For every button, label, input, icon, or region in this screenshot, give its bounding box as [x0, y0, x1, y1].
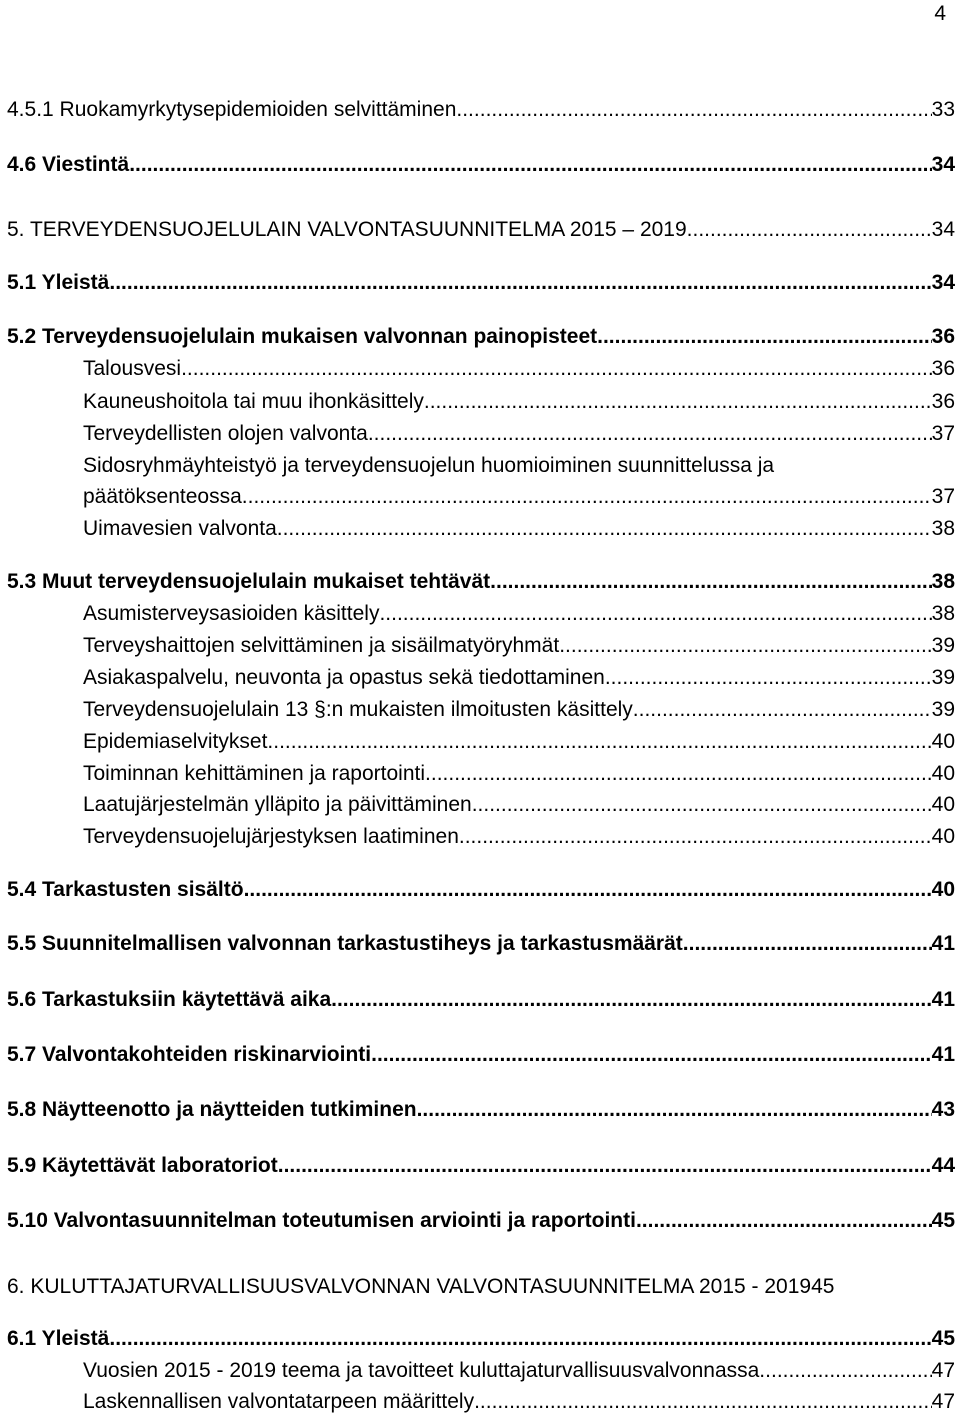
- toc-entry-page: 47: [931, 1390, 955, 1413]
- toc-entry[interactable]: [83, 761, 955, 787]
- toc-entry[interactable]: [7, 1274, 955, 1300]
- toc-entry-page: 36: [931, 390, 955, 413]
- toc-entry[interactable]: [7, 1153, 955, 1179]
- toc-entry-page: 38: [931, 570, 955, 593]
- toc-entry-title: Toiminnan kehittäminen ja raportointi: [83, 762, 426, 785]
- toc-entry-title: 6. KULUTTAJATURVALLISUUSVALVONNAN VALVONTASUUNNITELMA 2015 - 2019: [7, 1275, 812, 1298]
- toc-entry[interactable]: [83, 484, 955, 510]
- toc-entry[interactable]: [7, 97, 955, 123]
- toc-entry-title: 5.8 Näytteenotto ja näytteiden tutkiminen: [7, 1098, 417, 1121]
- toc-entry-page: 40: [931, 762, 955, 785]
- toc-leader: [424, 389, 932, 415]
- toc-entry[interactable]: [83, 633, 955, 659]
- toc-entry-page: 41: [931, 1043, 955, 1066]
- toc-leader: [765, 1358, 931, 1384]
- toc-entry-title: 5.6 Tarkastuksiin käytettävä aika: [7, 988, 332, 1011]
- toc-entry[interactable]: [83, 697, 955, 723]
- toc-leader: [559, 633, 931, 659]
- toc-entry-page: 45: [931, 1327, 955, 1350]
- toc-entry-title: Terveydensuojelujärjestyksen laatiminen: [83, 825, 459, 848]
- toc-entry-title: Terveydellisten olojen valvonta: [83, 422, 368, 445]
- toc-entry[interactable]: [83, 792, 955, 818]
- toc-entry-page: 45: [811, 1275, 835, 1298]
- toc-entry-title: 5.10 Valvontasuunnitelman toteutumisen arviointi ja raportointi: [7, 1209, 636, 1232]
- toc-entry-page: 41: [931, 988, 955, 1011]
- toc-entry-page: 40: [931, 878, 955, 901]
- toc-entry-title: Laatujärjestelmän ylläpito ja päivittäminen: [83, 793, 472, 816]
- toc-leader: [687, 217, 932, 243]
- toc-leader: [456, 97, 931, 123]
- toc-entry-title: 5.1 Yleistä: [7, 271, 110, 294]
- toc-entry-title: Kauneushoitola tai muu ihonkäsittely: [83, 390, 424, 413]
- toc-entry[interactable]: [83, 516, 955, 542]
- toc-leader: [109, 270, 931, 296]
- toc-entry-title: Talousvesi: [83, 357, 182, 380]
- toc-entry[interactable]: [83, 824, 955, 850]
- toc-entry-title: Vuosien 2015 - 2019 teema ja tavoitteet kuluttajaturvallisuusvalvonnassa.: [83, 1359, 766, 1382]
- toc-entry-title: Asumisterveysasioiden käsittely: [83, 602, 380, 625]
- toc-leader: [636, 1208, 932, 1234]
- toc-entry-page: 39: [931, 666, 955, 689]
- toc-entry[interactable]: [7, 324, 955, 350]
- toc-leader: [633, 697, 932, 723]
- toc-entry-title-line: Sidosryhmäyhteistyö ja terveydensuojelun huomioiminen suunnittelussa ja: [83, 454, 775, 477]
- toc-leader: [474, 1389, 932, 1415]
- toc-entry-page: 38: [931, 517, 955, 540]
- toc-leader: [181, 356, 932, 382]
- toc-entry-page: 34: [931, 153, 955, 176]
- toc-leader: [459, 824, 932, 850]
- toc-entry-page: 41: [931, 932, 955, 955]
- toc-entry[interactable]: [7, 152, 955, 178]
- toc-entry[interactable]: [83, 729, 955, 755]
- toc-entry-title: Terveydensuojelulain 13 §:n mukaisten ilmoitusten käsittely: [83, 698, 633, 721]
- toc-entry[interactable]: [7, 217, 955, 243]
- toc-entry-page: 37: [931, 485, 955, 508]
- toc-entry-title: 6.1 Yleistä: [7, 1327, 110, 1350]
- toc-entry-page: 43: [931, 1098, 955, 1121]
- toc-leader: [242, 484, 932, 510]
- toc-entry[interactable]: [7, 1097, 955, 1123]
- toc-entry-title: 5.7 Valvontakohteiden riskinarviointi: [7, 1043, 372, 1066]
- toc-entry-title: päätöksenteossa: [83, 485, 242, 508]
- toc-leader: [425, 761, 932, 787]
- toc-entry-page: 38: [931, 602, 955, 625]
- toc-entry-title: Laskennallisen valvontatarpeen määrittely: [83, 1390, 475, 1413]
- toc-leader: [109, 1326, 931, 1352]
- toc-leader: [597, 324, 932, 350]
- toc-entry[interactable]: [83, 356, 955, 382]
- toc-entry-title: Epidemiaselvitykset: [83, 730, 268, 753]
- toc-leader: [129, 152, 931, 178]
- toc-entry-page: 34: [931, 218, 955, 241]
- toc-leader: [417, 1097, 932, 1123]
- toc-entry[interactable]: [83, 1358, 955, 1384]
- toc-leader: [244, 877, 932, 903]
- toc-entry-page: 44: [931, 1154, 955, 1177]
- toc-entry-title: 4.6 Viestintä: [7, 153, 130, 176]
- toc-entry-page: 40: [931, 825, 955, 848]
- toc-entry[interactable]: [83, 389, 955, 415]
- toc-leader: [371, 1042, 932, 1068]
- toc-leader: [472, 792, 932, 818]
- toc-entry-page: 47: [931, 1359, 955, 1382]
- toc-entry-page: 37: [931, 422, 955, 445]
- toc-entry[interactable]: [83, 421, 955, 447]
- toc-leader: [379, 601, 931, 627]
- toc-leader: [267, 729, 931, 755]
- toc-entry-page: 36: [931, 325, 955, 348]
- toc-entry[interactable]: [7, 270, 955, 296]
- toc-leader: [490, 569, 931, 595]
- toc-entry-page: 40: [931, 730, 955, 753]
- toc-entry[interactable]: [7, 987, 955, 1013]
- toc-entry-title: 5.9 Käytettävät laboratoriot: [7, 1154, 278, 1177]
- toc-entry-title: Terveyshaittojen selvittäminen ja sisäilmatyöryhmät: [83, 634, 560, 657]
- toc-entry[interactable]: [83, 1389, 955, 1415]
- toc-entry-page: 39: [931, 698, 955, 721]
- toc-entry-title: 5.5 Suunnitelmallisen valvonnan tarkastustiheys ja tarkastusmäärät: [7, 932, 683, 955]
- toc-entry[interactable]: [7, 1208, 955, 1234]
- toc-entry[interactable]: [7, 569, 955, 595]
- toc-entry[interactable]: [7, 1042, 955, 1068]
- toc-entry-page: 36: [931, 357, 955, 380]
- toc-entry[interactable]: [83, 601, 955, 627]
- toc-leader: [683, 931, 932, 957]
- toc-entry-title: Asiakaspalvelu, neuvonta ja opastus sekä tiedottaminen.: [83, 666, 611, 689]
- toc-entry-title: 5. TERVEYDENSUOJELULAIN VALVONTASUUNNITELMA 2015 – 2019: [7, 218, 687, 241]
- toc-entry-title: 4.5.1 Ruokamyrkytysepidemioiden selvittäminen: [7, 98, 457, 121]
- toc-entry-title: 5.4 Tarkastusten sisältö: [7, 878, 244, 901]
- toc-entry-page: 39: [931, 634, 955, 657]
- toc-entry-page: 33: [931, 98, 955, 121]
- toc-entry-page: 40: [931, 793, 955, 816]
- toc-entry-title: Uimavesien valvonta: [83, 517, 277, 540]
- toc-entry-title: 5.2 Terveydensuojelulain mukaisen valvonnan painopisteet: [7, 325, 598, 348]
- toc-entry-page: 34: [931, 271, 955, 294]
- toc-entry[interactable]: [7, 1326, 955, 1352]
- toc-leader: [278, 1153, 932, 1179]
- toc-entry[interactable]: [7, 931, 955, 957]
- toc-entry[interactable]: [83, 665, 955, 691]
- page-number: 4: [934, 2, 946, 25]
- toc-entry[interactable]: [7, 877, 955, 903]
- toc-entry-title: 5.3 Muut terveydensuojelulain mukaiset tehtävät: [7, 570, 491, 593]
- toc-leader: [368, 421, 932, 447]
- toc-leader: [331, 987, 932, 1013]
- toc-leader: [277, 516, 932, 542]
- toc-entry-page: 45: [931, 1209, 955, 1232]
- toc-leader: [611, 665, 932, 691]
